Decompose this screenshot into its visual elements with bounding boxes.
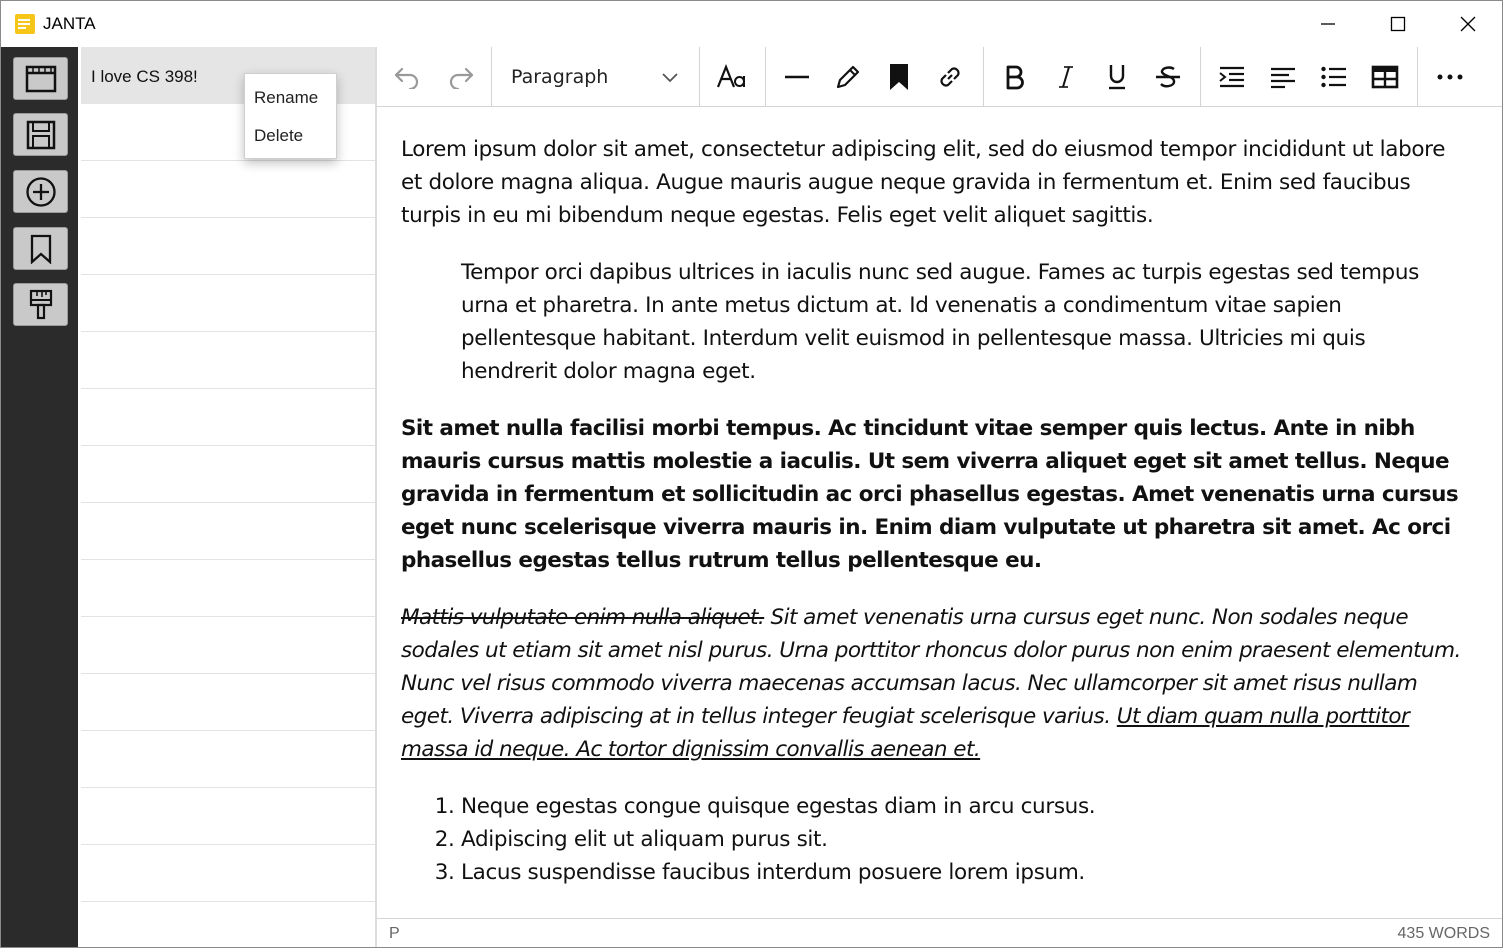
toolbar-separator — [491, 47, 492, 107]
more-icon — [1436, 72, 1464, 82]
pencil-icon — [834, 63, 862, 91]
list-item — [81, 845, 375, 902]
note-title: I love CS 398! — [91, 67, 198, 86]
list-item — [81, 161, 375, 218]
notes-button[interactable] — [13, 57, 68, 100]
align-left-icon — [1269, 65, 1297, 89]
list-item — [81, 674, 375, 731]
block-type-select[interactable] — [493, 57, 693, 97]
italic-text: Sit amet venenatis urna cursus eget nunc. Non sodales neque sodales ut etiam sit amet nisl purus. Urna porttitor rhoncus dolor purus non enim praesent elementum. Nunc vel risus commodo viverra maecenas accumsan lacus. Nec ullamcorper sit amet risus nullam eget. Viverra adipiscing at in tellus integer feugiat scelerisque varius. — [401, 605, 1461, 729]
toolbar-separator — [1417, 47, 1418, 107]
table-button[interactable] — [1365, 57, 1405, 97]
title-bar — [1, 1, 1502, 47]
list-item: 3. Lacus suspendisse faucibus interdum posuere lorem ipsum. — [461, 856, 1461, 889]
redo-icon — [447, 65, 475, 89]
app-title: JANTA — [43, 14, 96, 33]
maximize-button[interactable] — [1363, 1, 1433, 47]
list-item — [81, 332, 375, 389]
minimize-button[interactable] — [1293, 1, 1363, 47]
list-item — [81, 446, 375, 503]
list-item — [81, 617, 375, 674]
link-icon — [935, 62, 965, 92]
paintbrush-icon — [28, 289, 54, 321]
more-button[interactable] — [1430, 57, 1470, 97]
undo-icon — [393, 65, 421, 89]
list-item — [81, 731, 375, 788]
italic-button[interactable] — [1046, 57, 1086, 97]
toolbar-separator — [765, 47, 766, 107]
toolbar-separator — [699, 47, 700, 107]
font-button[interactable] — [712, 57, 752, 97]
toolbar-separator — [983, 47, 984, 107]
minimize-icon — [1320, 16, 1336, 32]
bookmark-button[interactable] — [879, 57, 919, 97]
underline-icon — [1105, 63, 1129, 91]
maximize-icon — [1390, 16, 1406, 32]
indent-icon — [1218, 65, 1246, 89]
italic-icon — [1054, 64, 1078, 90]
numbered-list — [461, 790, 1461, 889]
redo-button[interactable] — [441, 57, 481, 97]
underline-button[interactable] — [1097, 57, 1137, 97]
side-rail — [1, 47, 78, 948]
list-item: 2. Adipiscing elit ut aliquam purus sit. — [461, 823, 1461, 856]
strikethrough-text: Mattis vulputate enim nulla aliquet. — [401, 605, 765, 630]
list-item — [81, 503, 375, 560]
font-icon — [716, 64, 748, 90]
bold-button[interactable] — [995, 57, 1035, 97]
blockquote: Tempor orci dapibus ultrices in iaculis nunc sed augue. Fames ac turpis egestas sed tempus urna et pharetra. In ante metus dictum at. Id venenatis a condimentum vitae sapien pellentesque habitant. Interdum velit euismod in pellentesque massa. Ultricies mi quis hendrerit dolor magna eget. — [461, 260, 1419, 384]
bullet-list-icon — [1320, 65, 1348, 89]
new-note-button[interactable] — [13, 170, 68, 213]
list-item — [81, 788, 375, 845]
list-item — [81, 218, 375, 275]
horizontal-rule-icon — [783, 65, 811, 89]
app-logo-icon — [14, 13, 36, 35]
table-icon — [1371, 65, 1399, 89]
bullet-list-button[interactable] — [1314, 57, 1354, 97]
notes-list — [78, 47, 375, 948]
context-menu — [244, 73, 337, 159]
element-path[interactable]: P — [389, 925, 400, 942]
rename-menu-item[interactable]: Rename — [254, 88, 319, 107]
align-left-button[interactable] — [1263, 57, 1303, 97]
floppy-disk-icon — [26, 120, 56, 150]
undo-button[interactable] — [387, 57, 427, 97]
strikethrough-button[interactable] — [1148, 57, 1188, 97]
list-item — [81, 275, 375, 332]
list-item — [81, 389, 375, 446]
list-item — [81, 902, 375, 948]
link-button[interactable] — [930, 57, 970, 97]
theme-button[interactable] — [13, 283, 68, 326]
toolbar-separator — [1200, 47, 1201, 107]
notebook-icon — [25, 64, 57, 94]
close-button[interactable] — [1433, 1, 1503, 47]
chevron-down-icon — [661, 69, 679, 85]
editor-content[interactable] — [377, 107, 1485, 918]
bold-paragraph: Sit amet nulla facilisi morbi tempus. Ac tincidunt vitae semper quis lectus. Ante in nibh mauris cursus mattis molestie a iaculis. Ut sem viverra aliquet eget sit amet tellus. Neque gravida in fermentum et sollicitudin ac orci phasellus egestas. Amet venenatis urna cursus eget nunc scelerisque viverra mauris in. Enim diam vulputate ut pharetra sit amet. Ac orci phasellus egestas tellus rutrum tellus pellentesque eu. — [401, 416, 1459, 573]
italic-paragraph — [401, 601, 1461, 766]
bold-icon — [1003, 64, 1027, 90]
bookmark-icon — [888, 63, 910, 91]
editor-toolbar — [377, 47, 1502, 107]
close-icon — [1460, 16, 1476, 32]
strikethrough-icon — [1154, 63, 1182, 91]
list-item — [81, 560, 375, 617]
list-item: 1. Neque egestas congue quisque egestas diam in arcu cursus. — [461, 790, 1461, 823]
bookmark-icon — [29, 234, 53, 264]
underlined-text: Ut diam quam nulla porttitor massa id neque. Ac tortor dignissim convallis aenean et. — [401, 704, 1410, 762]
plus-circle-icon — [25, 176, 57, 208]
status-bar — [377, 918, 1502, 948]
indent-button[interactable] — [1212, 57, 1252, 97]
delete-menu-item[interactable]: Delete — [254, 126, 304, 145]
highlight-button[interactable] — [828, 57, 868, 97]
block-type-label: Paragraph — [511, 66, 609, 88]
paragraph: Lorem ipsum dolor sit amet, consectetur adipiscing elit, sed do eiusmod tempor incididunt ut labore et dolore magna aliqua. Augue mauris augue neque gravida in fermentum et. Enim sed faucibus turpis in eu mi bibendum neque egestas. Felis eget velit aliquet sagittis. — [401, 137, 1446, 228]
save-button[interactable] — [13, 113, 68, 156]
horizontal-rule-button[interactable] — [777, 57, 817, 97]
word-count[interactable]: 435 WORDS — [1397, 925, 1490, 942]
bookmarks-button[interactable] — [13, 227, 68, 270]
editor-scrollbar[interactable] — [1485, 107, 1502, 918]
